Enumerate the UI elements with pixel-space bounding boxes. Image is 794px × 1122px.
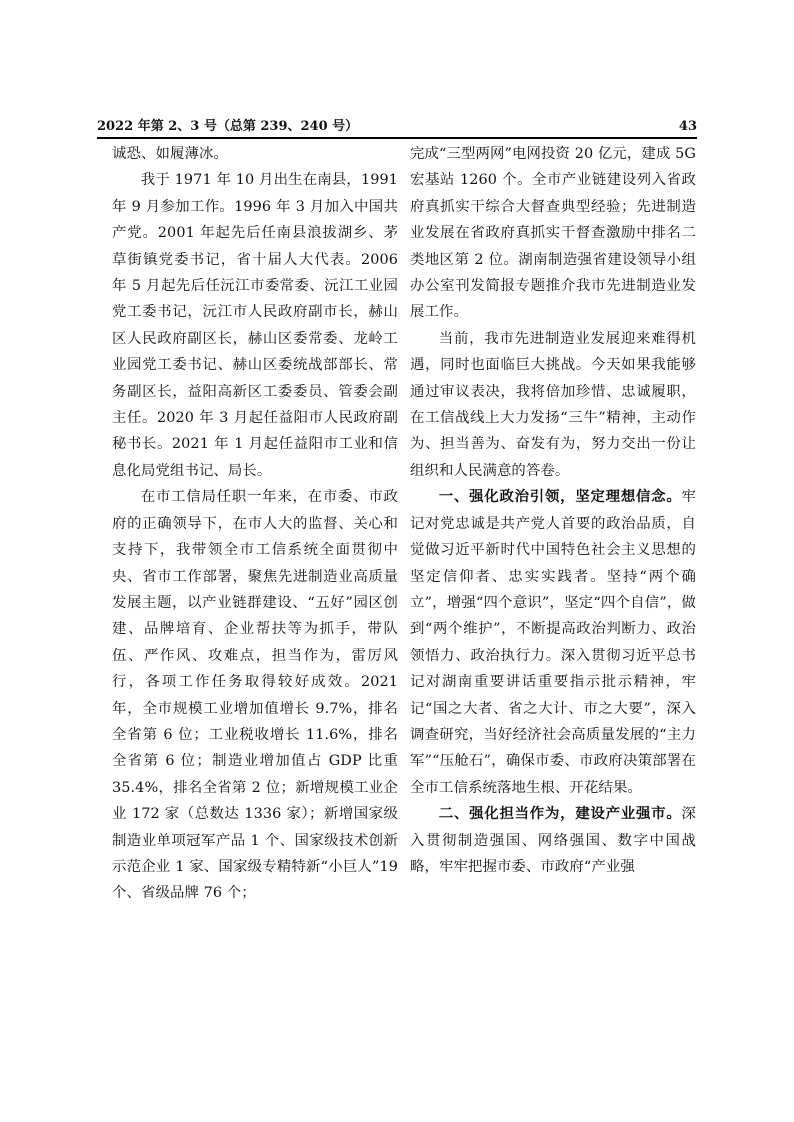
paragraph-body: 牢记对党忠诚是共产党人首要的政治品质，自觉做习近平新时代中国特色社会主义思想的坚定信仰者、忠实实践者。坚持“两个确立”，增强“四个意识”，坚定“四个自信”，做到“两个维护”，不断提高政治判断力、政治领悟力、政治执行力。深入贯彻习近平总书记对湖南重要讲话重要指示批示精神，牢记“国之大者、省之大计、市之大要”，深入调查研究，当好经济社会高质量发展的“主力军”“压舱石”，确保市委、市政府决策部署在全市工信系统落地生根、开花结果。: [410, 489, 696, 796]
paragraph-body: 深入贯彻制造强国、网络强国、数字中国战略，牢牢把握市委、市政府“产业强: [410, 806, 696, 875]
section-heading: 一、强化政治引领，坚定理想信念。: [438, 488, 682, 506]
issue-label: 2022 年第 2、3 号（总第 239、240 号）: [97, 119, 359, 134]
paragraph: [410, 801, 696, 880]
paragraph: 我于 1971 年 10 月出生在南县，1991 年 9 月参加工作。1996 年 3 月加入中国共产党。2001 年起先后任南县浪拔湖乡、茅草街镇党委书记，省十届人大代表。2006 年 5 月起先后任沅江市委常委、沅江工业园党工委书记，沅江市人民政府副市长，赫山区人民政府副区长，赫山区委常委、龙岭工业园党工委书记、赫山区委统战部部长、常务副区长，益阳高新区工委委员、管委会副主任。2020 年 3 月起任益阳市人民政府副秘书长。2021 年 1 月起任益阳市工业和信息化局党组书记、局长。: [112, 172, 398, 479]
right-column: [410, 141, 696, 880]
section-heading: 二、强化担当作为，建设产业强市。: [438, 805, 682, 823]
paragraph: 当前，我市先进制造业发展迎来难得机遇，同时也面临巨大挑战。今天如果我能够通过审议表决，我将倍加珍惜、忠诚履职，在工信战线上大力发扬“三牛”精神，主动作为、担当善为、奋发有为，努力交出一份让组织和人民满意的答卷。: [410, 330, 696, 479]
paragraph: 在市工信局任职一年来，在市委、市政府的正确领导下，在市人大的监督、关心和支持下，我带领全市工信系统全面贯彻中央、省市工作部署，聚焦先进制造业高质量发展主题，以产业链群建设、“五好”园区创建、品牌培育、企业帮扶等为抓手，带队伍、严作风、攻难点，担当作为，雷厉风行，各项工作任务取得较好成效。2021 年，全市规模工业增加值增长 9.7%，排名全省第 6 位；工业税收增长 11.6%，排名全省第 6 位；制造业增加值占 GDP 比重 35.4%，排名全省第 2 位；新增规模工业企业 172 家（总数达 1336 家）；新增国家级制造业单项冠军产品 1 个、国家级技术创新示范企业 1 家、国家级专精特新“小巨人”19 个、省级品牌 76 个；: [112, 489, 398, 902]
paragraph: 诚恐、如履薄冰。: [112, 146, 228, 162]
page-number: 43: [678, 119, 697, 134]
left-column: [112, 141, 398, 907]
paragraph: 完成“三型两网”电网投资 20 亿元，建成 5G 宏基站 1260 个。全市产业链建设列入省政府真抓实干综合大督查典型经验；先进制造业发展在省政府真抓实干督查激励中排名二类地区第 2 位。湖南制造强省建设领导小组办公室刊发简报专题推介我市先进制造业发展工作。: [410, 146, 696, 321]
page-header: [97, 117, 697, 139]
paragraph: [410, 484, 696, 801]
